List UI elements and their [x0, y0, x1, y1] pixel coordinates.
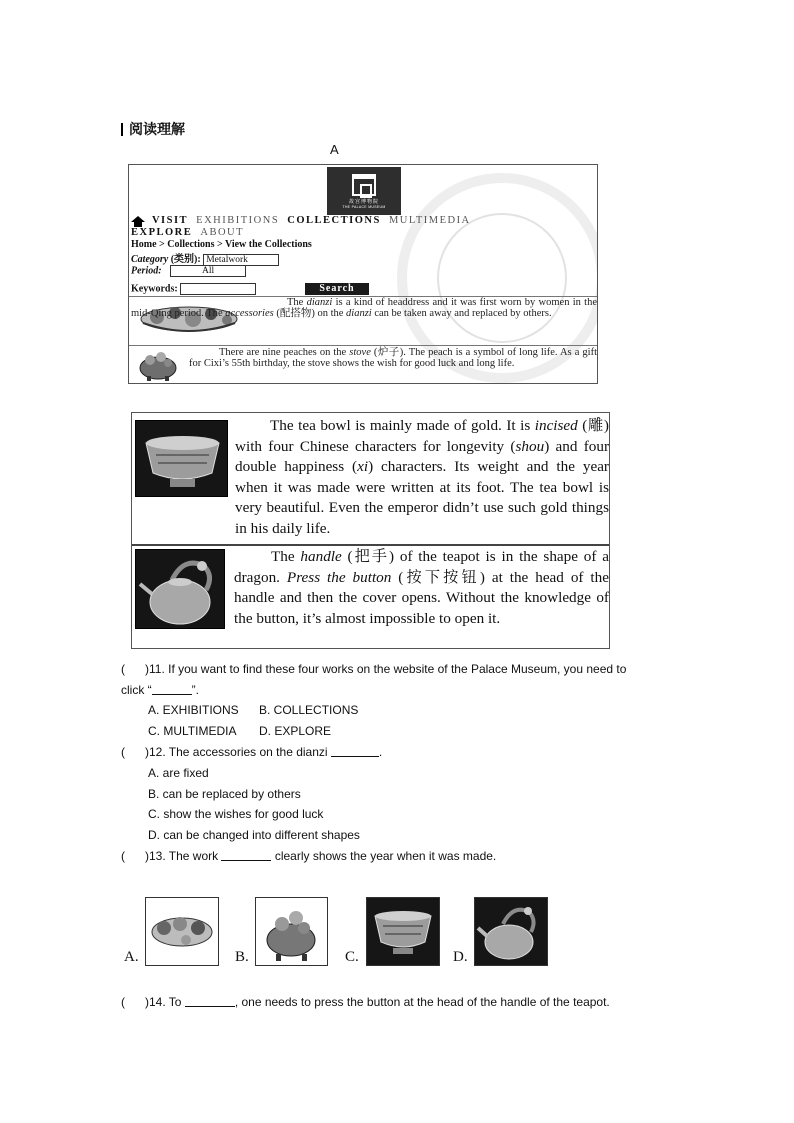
- blank-13[interactable]: [221, 849, 271, 861]
- category-label: Category: [131, 254, 169, 265]
- q11-option-b[interactable]: B. COLLECTIONS: [259, 703, 359, 717]
- nav-collections[interactable]: COLLECTIONS: [287, 215, 381, 226]
- blank-12[interactable]: [331, 745, 379, 757]
- keywords-input[interactable]: [180, 283, 256, 295]
- keywords-label: Keywords:: [131, 283, 178, 295]
- keywords-row: [131, 283, 256, 295]
- site-nav: [131, 215, 597, 239]
- home-icon[interactable]: [131, 216, 145, 222]
- q12-option-b[interactable]: B. can be replaced by others: [148, 787, 301, 801]
- section-heading: [121, 119, 185, 139]
- q11-option-a[interactable]: A. EXHIBITIONS: [148, 703, 239, 717]
- blank-11[interactable]: [152, 683, 192, 695]
- teapot-icon: [475, 898, 547, 965]
- q12-option-c[interactable]: C. show the wishes for good luck: [148, 807, 324, 821]
- period-label: Period:: [131, 265, 162, 277]
- nav-multimedia[interactable]: MULTIMEDIA: [388, 215, 471, 226]
- stove-thumbnail: [135, 348, 181, 382]
- nav-visit[interactable]: VISIT: [151, 215, 189, 226]
- stove-icon: [256, 898, 327, 965]
- works-panel: [131, 412, 610, 649]
- q13-option-b-image[interactable]: [255, 897, 328, 966]
- q11-option-c[interactable]: C. MULTIMEDIA: [148, 724, 237, 738]
- stove-description: There are nine peaches on the stove (炉子). The peach is a symbol of long life. As a gift for Cixi’s 55th birthday, the stove shows the wish for good luck and long life.: [189, 347, 598, 370]
- nav-exhibitions[interactable]: EXHIBITIONS: [196, 215, 280, 226]
- dianzi-icon: [146, 898, 218, 965]
- question-11-line2: click “ ”.: [121, 683, 200, 697]
- question-13: ( )13. The work clearly shows the year when it was made.: [121, 849, 497, 863]
- teapot-description: The handle (把手) of the teapot is in the shape of a dragon. Press the button (按下按钮) at the head of the handle and then the cover opens. Without the knowledge of the button, it’s almost impossible to open it.: [234, 548, 609, 627]
- q13-option-d-image[interactable]: [474, 897, 548, 966]
- nav-explore[interactable]: EXPLORE: [131, 227, 193, 238]
- question-14: ( )14. To , one needs to press the button at the head of the handle of the teapot.: [121, 995, 610, 1009]
- category-select[interactable]: Metalwork: [203, 254, 279, 266]
- q13-option-a-image[interactable]: [145, 897, 219, 966]
- q13-option-b-letter[interactable]: B.: [235, 949, 249, 965]
- divider: [129, 345, 598, 346]
- blank-14[interactable]: [185, 995, 235, 1007]
- tea-bowl-description: The tea bowl is mainly made of gold. It is incised (雕) with four Chinese characters for longevity (shou) and four double happiness (xi) characters. Its weight and the year when it was made were written at its foot. The tea bowl is very beautiful. Even the emperor didn’t use such gold things in his daily life.: [235, 417, 609, 537]
- works-divider: [132, 544, 609, 546]
- period-select[interactable]: All: [170, 265, 246, 277]
- gate-icon: [352, 174, 376, 196]
- q12-option-d[interactable]: D. can be changed into different shapes: [148, 828, 360, 842]
- palace-museum-logo: [327, 167, 401, 215]
- passage-letter: A: [330, 142, 339, 157]
- heading-marker: [121, 123, 123, 136]
- category-row: [131, 250, 279, 266]
- period-row: [131, 265, 246, 277]
- category-label-cn: (类别):: [170, 254, 201, 265]
- logo-cn: 故宫博物院: [348, 198, 379, 205]
- q13-option-c-letter[interactable]: C.: [345, 949, 359, 965]
- question-11: ( )11. If you want to find these four works on the website of the Palace Museum, you need to: [121, 662, 627, 676]
- q13-option-c-image[interactable]: [366, 897, 440, 966]
- heading-title: 阅读理解: [129, 121, 185, 137]
- museum-website-screenshot: [128, 164, 598, 384]
- dianzi-description: The dianzi is a kind of headdress and it was first worn by women in the mid-Qing period. The accessories (配搭物) on the dianzi can be taken away and replaced by others.: [131, 297, 598, 320]
- breadcrumb: Home > Collections > View the Collections: [131, 239, 312, 250]
- search-button[interactable]: Search: [305, 283, 369, 295]
- question-12: ( )12. The accessories on the dianzi .: [121, 745, 383, 759]
- q13-option-d-letter[interactable]: D.: [453, 949, 468, 965]
- q13-option-a-letter[interactable]: A.: [124, 949, 139, 965]
- tea-bowl-icon: [367, 898, 439, 965]
- q11-option-d[interactable]: D. EXPLORE: [259, 724, 332, 738]
- nav-about[interactable]: ABOUT: [200, 227, 245, 238]
- q12-option-a[interactable]: A. are fixed: [148, 766, 209, 780]
- logo-en: THE PALACE MUSEUM: [342, 204, 386, 209]
